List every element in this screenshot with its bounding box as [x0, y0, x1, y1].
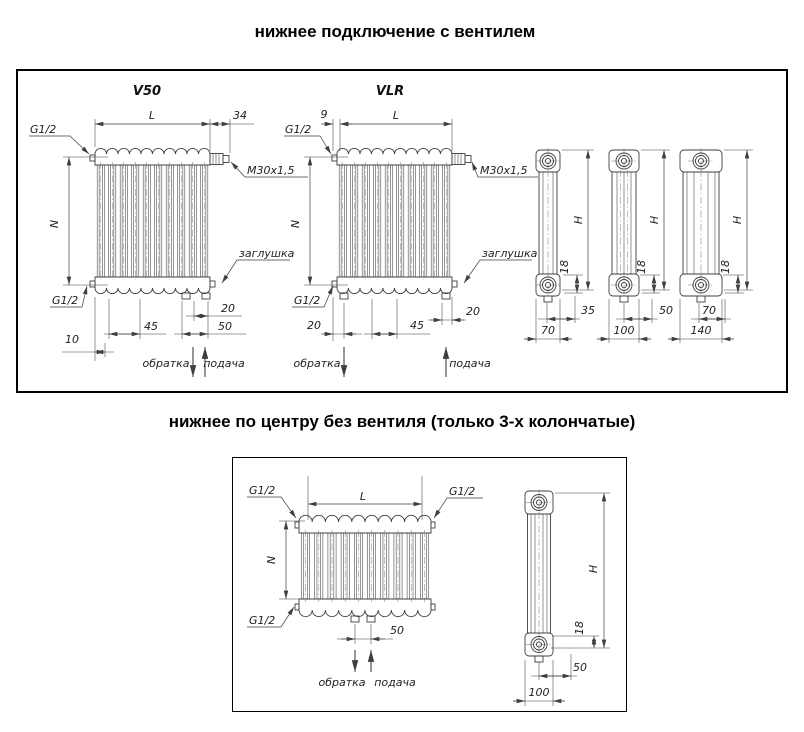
- radiator-front-drawing: [299, 515, 431, 616]
- dim-label-height-n: N: [289, 219, 302, 229]
- inlet-nipple: [90, 281, 95, 287]
- top-drawing-panel: [16, 69, 788, 393]
- dim-label-length: L: [359, 490, 367, 503]
- plug-label: заглушка: [239, 247, 295, 260]
- thread-label-top: G1/2: [30, 123, 57, 136]
- dim-label-140: 140: [690, 324, 712, 337]
- dim-label-20-left: 20: [307, 319, 321, 332]
- inlet-nipple: [90, 155, 95, 161]
- supply-label: подача: [374, 676, 416, 689]
- dim-label-100: 100: [528, 686, 550, 699]
- dim-label-h: H: [648, 215, 661, 225]
- thread-label-bottom-left: G1/2: [249, 614, 276, 627]
- dim-label-20-right: 20: [466, 305, 480, 318]
- dim-label-45: 45: [144, 320, 158, 333]
- pipe-stub: [182, 293, 190, 299]
- radiator-side-drawing: [525, 490, 553, 663]
- return-label: обратка: [318, 676, 366, 689]
- radiator-side-drawing: [609, 148, 639, 302]
- dim-label-9: 9: [320, 108, 328, 121]
- plug-nipple: [452, 281, 457, 287]
- radiator-side-drawing: [535, 148, 561, 302]
- dim-label-50: 50: [573, 661, 587, 674]
- plug-label: заглушка: [482, 247, 538, 260]
- inlet-nipple: [431, 522, 435, 528]
- dim-label-70: 70: [541, 324, 555, 337]
- thread-label-bottom: G1/2: [52, 294, 79, 307]
- dim-label-18: 18: [635, 260, 648, 274]
- dim-label-18: 18: [573, 621, 586, 635]
- center-connection-front-view: [247, 476, 483, 689]
- bottom-drawing-panel: [232, 457, 627, 712]
- dim-label-50: 50: [390, 624, 404, 637]
- thread-label-top-right: G1/2: [449, 485, 476, 498]
- return-label: обратка: [142, 357, 190, 370]
- dim-label-height-n: N: [48, 219, 61, 229]
- dim-label-45: 45: [410, 319, 424, 332]
- dim-label-h: H: [572, 215, 585, 225]
- dim-label-70: 70: [702, 304, 716, 317]
- section-title-bottom-valve-connection: нижнее подключение с вентилем: [254, 22, 536, 41]
- dim-label-10: 10: [65, 333, 79, 346]
- dim-label-18: 18: [558, 260, 571, 274]
- thread-label-top: G1/2: [285, 123, 312, 136]
- thermostatic-valve-icon: [452, 154, 471, 165]
- vlr-front-view: [284, 84, 538, 377]
- dim-label-100: 100: [613, 324, 635, 337]
- dim-label-35: 35: [581, 304, 595, 317]
- radiator-front-drawing: [337, 148, 452, 293]
- section-title-bottom-center-connection: нижнее по центру без вентиля (только 3-х колончатые): [168, 412, 636, 431]
- plug-nipple: [431, 604, 435, 610]
- dim-label-length: L: [392, 109, 400, 122]
- valve-thread-label: M30x1,5: [480, 164, 528, 177]
- inlet-nipple: [295, 522, 299, 528]
- dim-label-height-n: N: [265, 555, 278, 565]
- dim-label-h: H: [587, 564, 600, 574]
- supply-label: подача: [449, 357, 491, 370]
- radiator-front-drawing: [95, 148, 210, 293]
- supply-label: подача: [203, 357, 245, 370]
- dim-label-18: 18: [719, 260, 732, 274]
- return-label: обратка: [293, 357, 341, 370]
- center-connection-side-view: [513, 490, 610, 707]
- model-label-v50: V50: [132, 84, 162, 99]
- inlet-nipple: [295, 604, 299, 610]
- dim-label-50: 50: [218, 320, 232, 333]
- thermostatic-valve-icon: [210, 154, 229, 165]
- dim-label-length: L: [148, 109, 156, 122]
- thread-label-bottom: G1/2: [294, 294, 321, 307]
- side-view-depth-100: [597, 148, 673, 343]
- v50-front-view: [29, 84, 308, 377]
- thread-label-top-left: G1/2: [249, 484, 276, 497]
- side-view-depth-140: [668, 148, 753, 343]
- inlet-nipple: [332, 155, 337, 161]
- dim-label-h: H: [731, 215, 744, 225]
- valve-thread-label: M30x1,5: [247, 164, 295, 177]
- dim-label-34: 34: [233, 109, 247, 122]
- plug-nipple: [210, 281, 215, 287]
- radiator-side-drawing: [680, 148, 722, 302]
- model-label-vlr: VLR: [375, 84, 405, 99]
- dim-label-20: 20: [221, 302, 235, 315]
- dim-label-50: 50: [659, 304, 673, 317]
